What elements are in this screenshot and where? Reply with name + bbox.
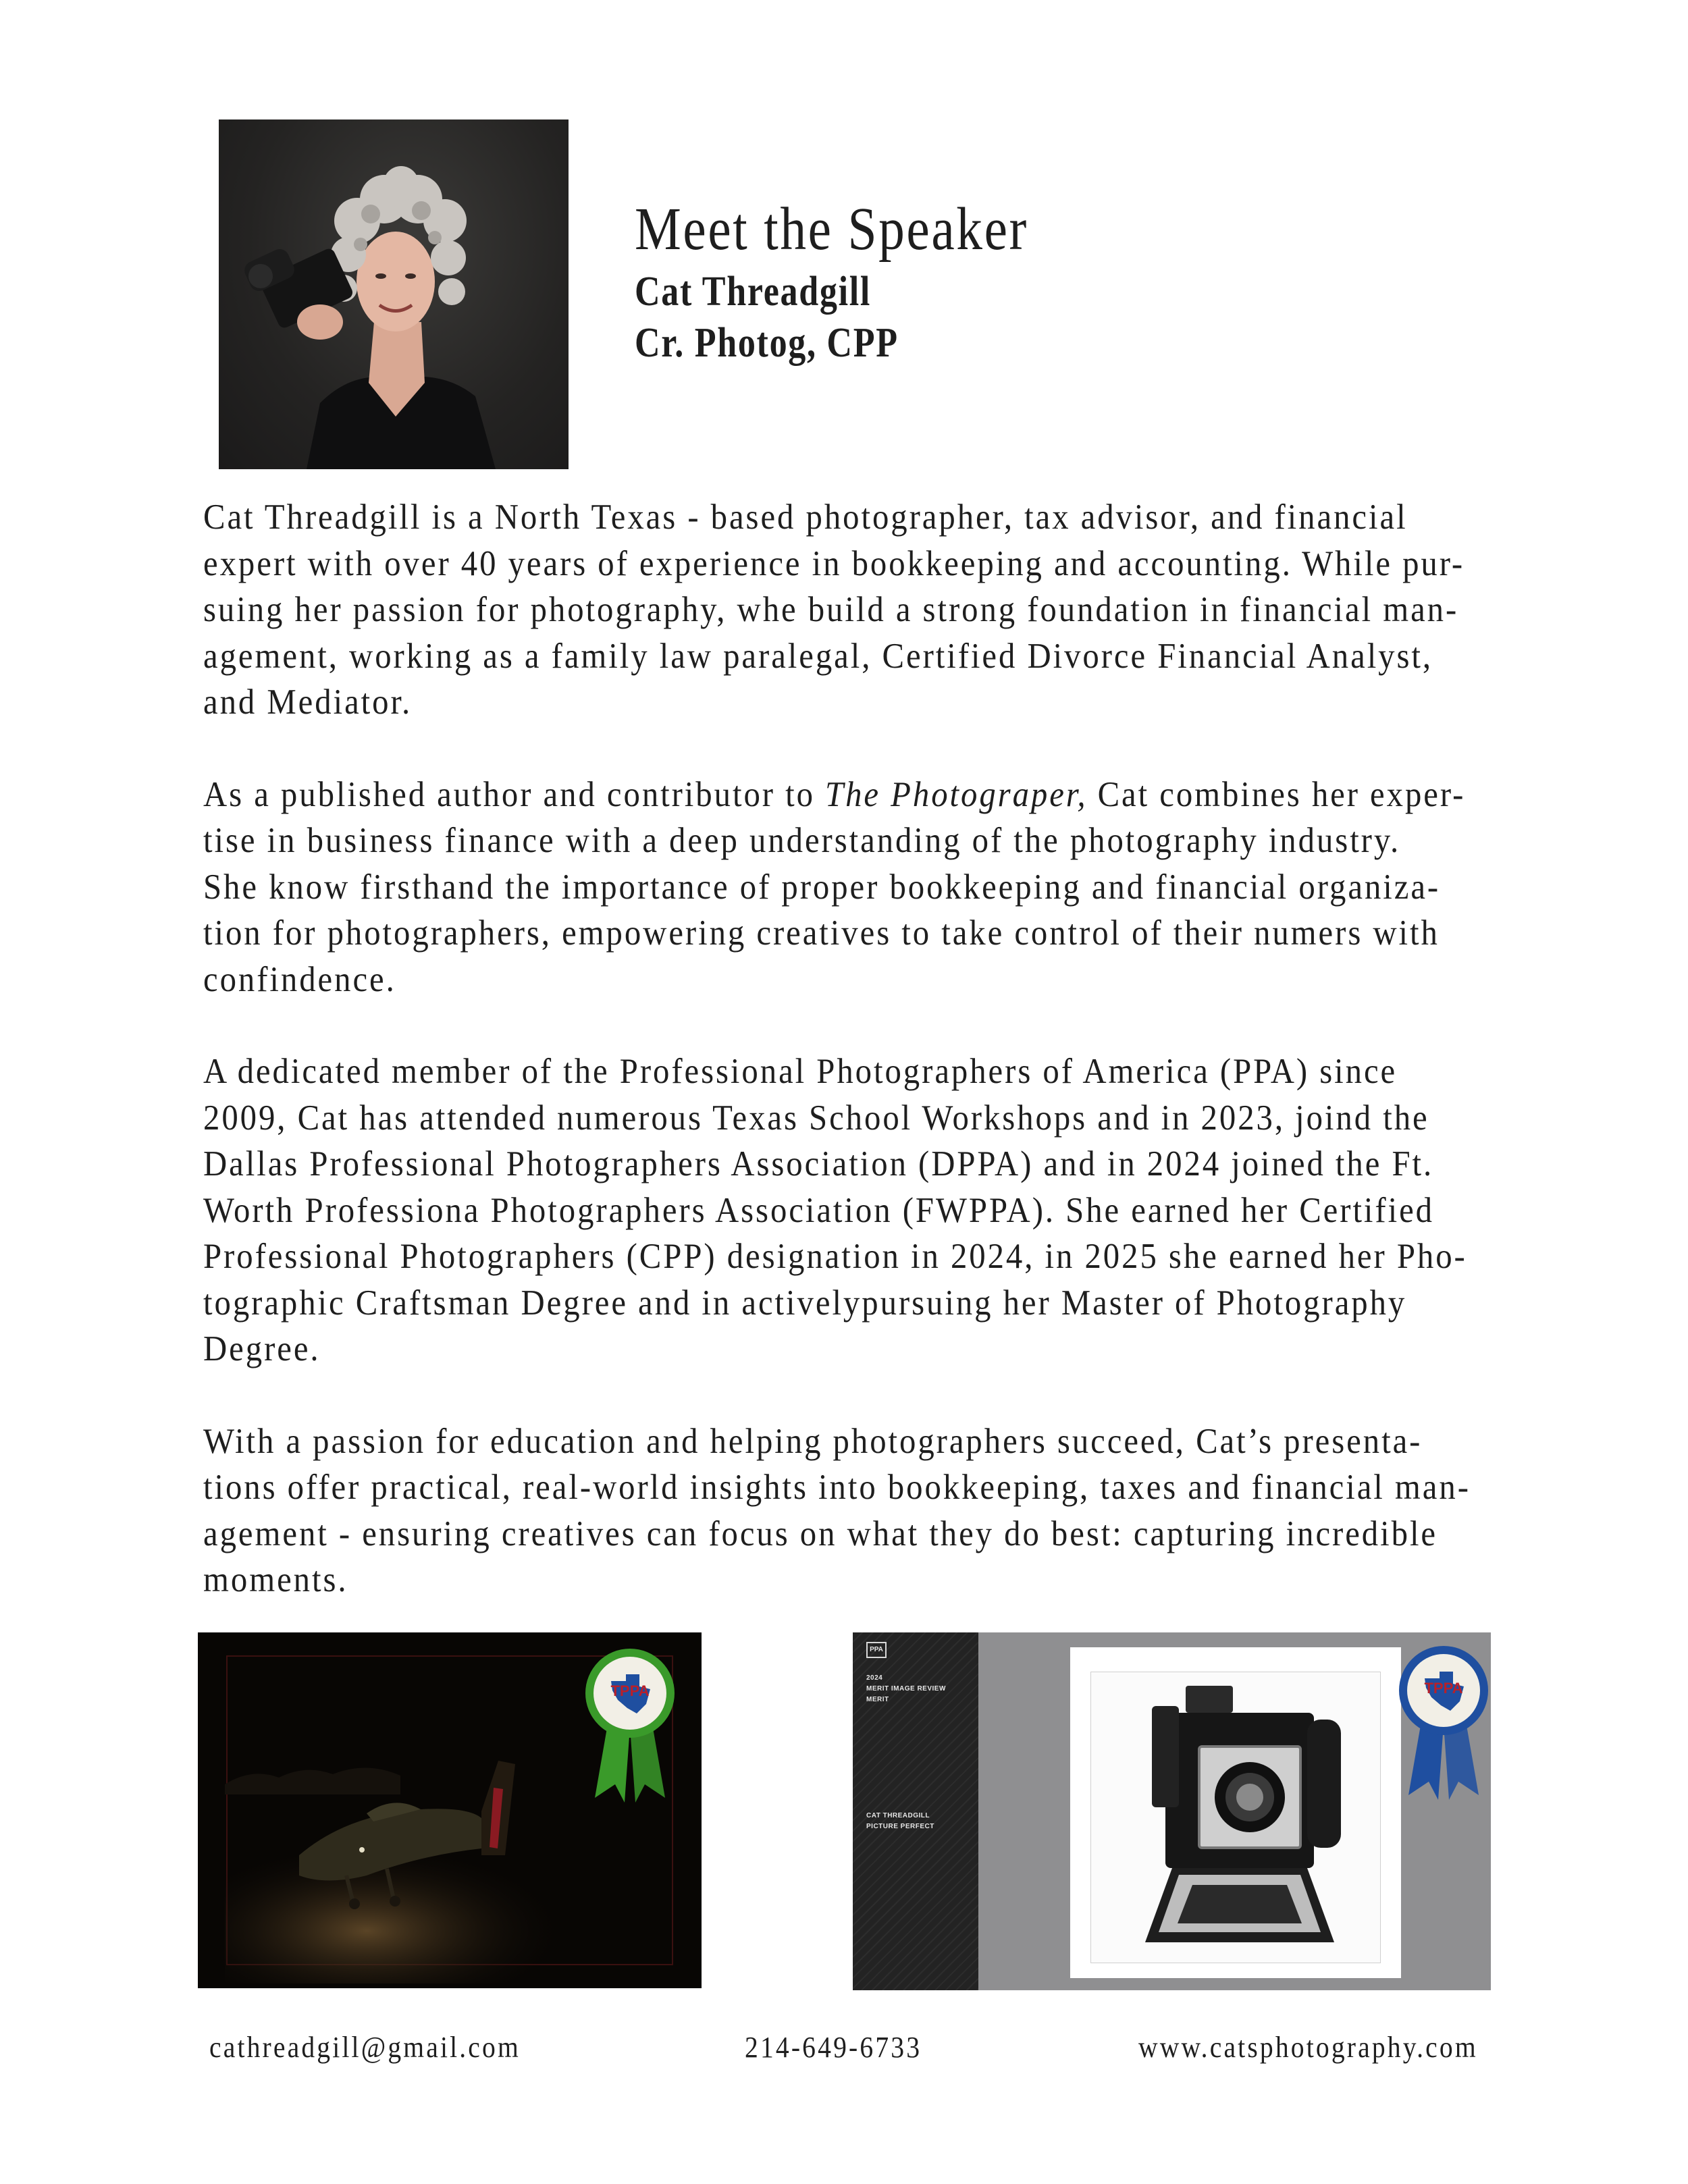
bio-line: Degree. <box>203 1329 321 1368</box>
bio-line: 2009, Cat has attended numerous Texas School Workshops and in 2023, joind the <box>203 1098 1429 1138</box>
bio-line: Professional Photographers (CPP) designation in 2024, in 2025 she earned her Pho- <box>203 1237 1467 1276</box>
bio-text: Cat combines her exper- <box>1087 774 1466 814</box>
page-title: Meet the Speaker <box>635 196 1028 263</box>
jet-photo <box>198 1632 702 1988</box>
bio-line: agement, working as a family law paralegal, Certified Divorce Financial Analyst, <box>203 636 1433 676</box>
bio-paragraph-3 <box>203 1048 1513 1373</box>
bio-line: tions offer practical, real-world insights into bookkeeping, taxes and financial man- <box>203 1468 1471 1507</box>
speaker-bio <box>203 494 1513 1649</box>
ribbon-label: TPPA <box>610 1682 650 1699</box>
speaker-portrait <box>219 119 569 469</box>
bio-line: Worth Professiona Photographers Association (FWPPA). She earned her Certified <box>203 1190 1435 1230</box>
ppa-logo: PPA <box>866 1642 887 1658</box>
bio-line: tion for photographers, empowering creatives to take control of their numers with <box>203 913 1440 953</box>
publication-title: The Photograper, <box>825 774 1088 814</box>
bio-line: A dedicated member of the Professional Photographers of America (PPA) since <box>203 1052 1398 1091</box>
bio-line: expert with over 40 years of experience in bookkeeping and accounting. While pur- <box>203 543 1465 583</box>
bio-line: Dallas Professional Photographers Association (DPPA) and in 2024 joined the Ft. <box>203 1144 1434 1183</box>
bio-line <box>203 772 1466 818</box>
tppa-ribbon-icon <box>583 1646 677 1808</box>
speaker-portrait-illustration <box>219 119 569 469</box>
bio-line: agement - ensuring creatives can focus on what they do best: capturing incredible <box>203 1514 1438 1553</box>
contact-website[interactable]: www.catsphotography.com <box>1138 2031 1478 2064</box>
speaker-name: Cat Threadgill <box>635 269 872 315</box>
bio-text: As a published author and contributor to <box>203 774 826 814</box>
merit-review-card <box>853 1632 1491 1990</box>
merit-sidebar <box>853 1632 978 1990</box>
bio-line: Cat Threadgill is a North Texas - based photographer, tax advisor, and financial <box>203 498 1408 537</box>
contact-email[interactable]: cathreadgill@gmail.com <box>209 2031 521 2064</box>
merit-image-title: PICTURE PERFECT <box>866 1823 934 1830</box>
merit-review-label: MERIT IMAGE REVIEW <box>866 1685 946 1693</box>
print-mat <box>1090 1672 1381 1963</box>
bio-paragraph-4 <box>203 1418 1513 1603</box>
bio-line: tographic Craftsman Degree and in activelypursuing her Master of Photography <box>203 1283 1407 1323</box>
bio-paragraph-2 <box>203 772 1513 1003</box>
bio-line: and Mediator. <box>203 683 413 722</box>
speaker-header <box>635 196 1377 369</box>
bio-line: tise in business finance with a deep understanding of the photography industry. <box>203 821 1401 860</box>
bio-paragraph-1 <box>203 494 1513 726</box>
bio-line: suing her passion for photography, whe build a strong foundation in financial man- <box>203 590 1459 629</box>
merit-photographer: CAT THREADGILL <box>866 1812 930 1819</box>
ribbon-label: TPPA <box>1424 1680 1463 1697</box>
tppa-ribbon-icon <box>1396 1643 1491 1805</box>
merit-status: MERIT <box>866 1696 889 1703</box>
merit-year: 2024 <box>866 1674 883 1682</box>
merit-print <box>1070 1647 1401 1978</box>
contact-phone[interactable]: 214-649-6733 <box>745 2031 922 2064</box>
bio-line: moments. <box>203 1560 348 1599</box>
speaker-credentials: Cr. Photog, CPP <box>635 320 899 366</box>
bio-line: confindence. <box>203 959 396 999</box>
bio-line: She know firsthand the importance of proper bookkeeping and financial organiza- <box>203 867 1441 907</box>
camera-photo <box>1091 1672 1381 1964</box>
bio-line: With a passion for education and helping photographers succeed, Cat’s presenta- <box>203 1421 1423 1461</box>
